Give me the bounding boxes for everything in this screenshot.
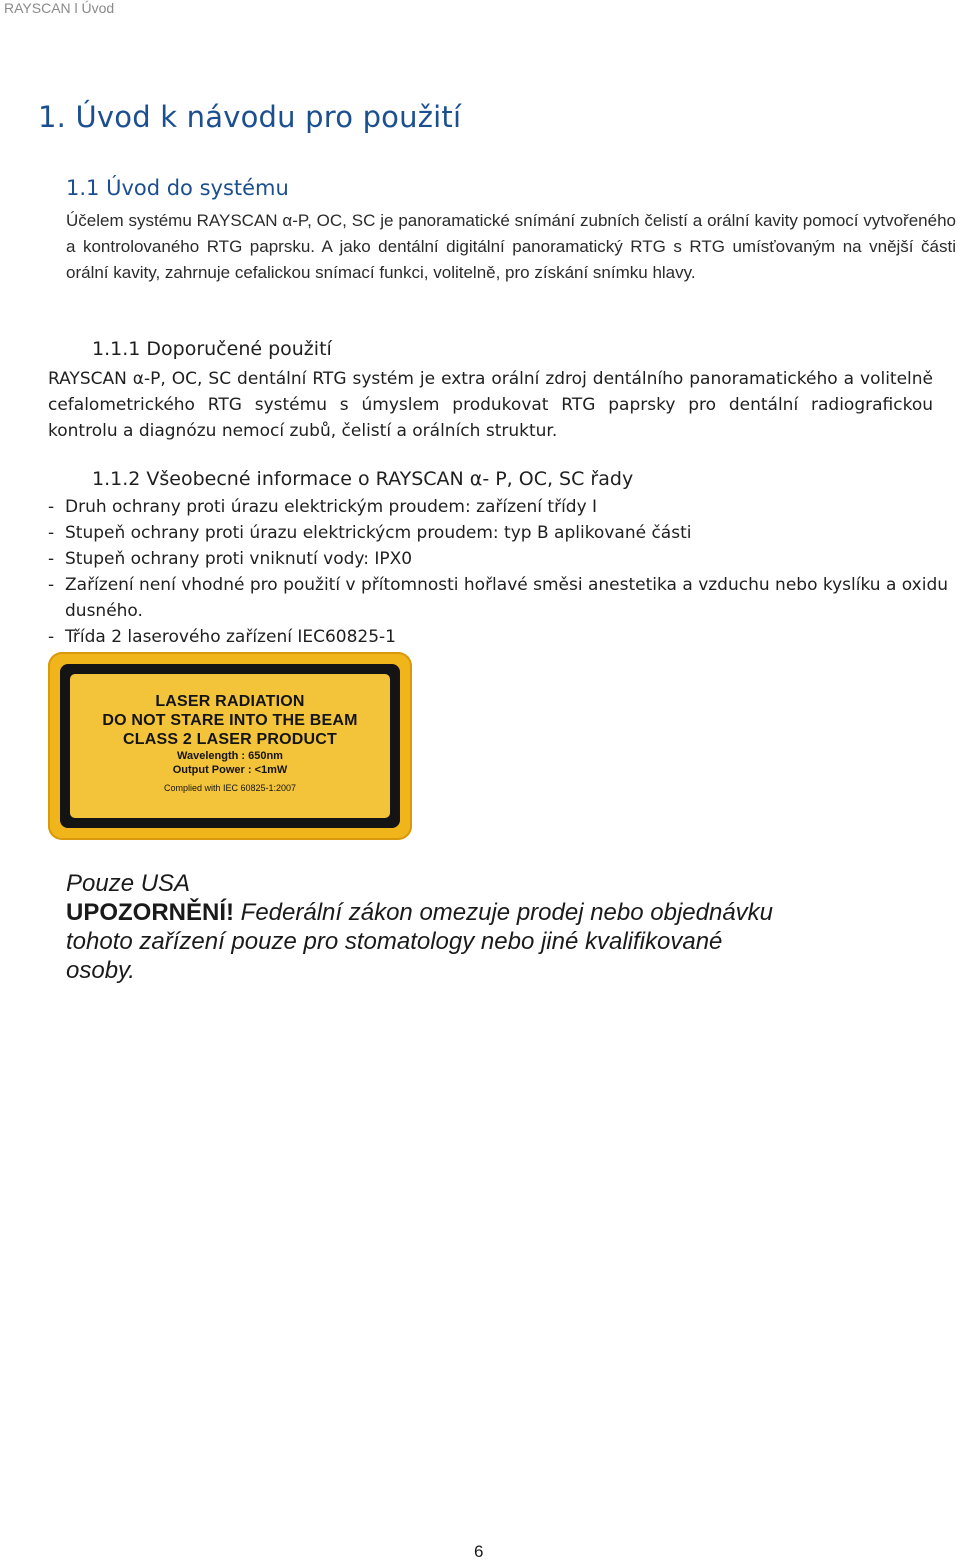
laser-label-wavelength: Wavelength : 650nm xyxy=(177,750,283,762)
list-item-text: Třída 2 laserového zařízení IEC60825-1 xyxy=(65,627,396,647)
section-1-heading: 1. Úvod k návodu pro použití xyxy=(38,100,462,134)
section-1-1-heading: 1.1 Úvod do systému xyxy=(66,176,289,200)
list-item xyxy=(48,572,960,624)
list-dash: - xyxy=(48,523,55,543)
laser-label-line: DO NOT STARE INTO THE BEAM xyxy=(102,712,358,729)
list-dash: - xyxy=(48,575,55,595)
general-info-list xyxy=(48,494,960,650)
laser-label-compliance: Complied with IEC 60825-1:2007 xyxy=(163,783,297,793)
laser-label-line: CLASS 2 LASER PRODUCT xyxy=(123,731,337,748)
laser-label-panel xyxy=(70,674,390,818)
list-item xyxy=(48,624,960,650)
intended-use-paragraph: RAYSCAN α-P, OC, SC dentální RTG systém je extra orální zdroj dentálního panoramatického a volitelně cefalometrického RTG systému s úmyslem produkovat RTG paprsky pro dentální radiografickou kontrolu a diagnózu nemocí zubů, čelistí a orálních struktur. xyxy=(48,369,933,441)
list-item xyxy=(48,546,960,572)
laser-label-power: Output Power : <1mW xyxy=(172,764,288,776)
laser-label-frame xyxy=(60,664,400,828)
running-header: RAYSCAN l Úvod xyxy=(4,0,115,16)
warning-label: UPOZORNĚNÍ! xyxy=(66,899,234,926)
section-1-1-1-heading: 1.1.1 Doporučené použití xyxy=(92,338,332,360)
section-1-1-2-heading: 1.1.2 Všeobecné informace o RAYSCAN α- P, OC, SC řady xyxy=(92,468,634,490)
list-item-text: Stupeň ochrany proti úrazu elektrickýcm proudem: typ B aplikované části xyxy=(65,523,692,543)
laser-label-line: LASER RADIATION xyxy=(155,693,305,710)
laser-warning-label xyxy=(48,652,412,840)
list-item-text: Zařízení není vhodné pro použití v přítomnosti hořlavé směsi anestetika a vzduchu nebo kyslíku a oxidu dusného. xyxy=(65,575,949,621)
page-number: 6 xyxy=(474,1542,484,1561)
list-item xyxy=(48,520,960,546)
usa-only-label: Pouze USA xyxy=(66,870,191,897)
list-dash: - xyxy=(48,497,55,517)
list-item-text: Stupeň ochrany proti vniknutí vody: IPX0 xyxy=(65,549,413,569)
warning-body: Federální zákon omezuje prodej nebo objednávku tohoto zařízení pouze pro stomatology nebo jiné kvalifikované osoby. xyxy=(66,899,774,984)
list-dash: - xyxy=(48,627,55,647)
list-dash: - xyxy=(48,549,55,569)
usa-warning-text xyxy=(66,898,786,985)
system-intro-paragraph: Účelem systému RAYSCAN α-P, OC, SC je panoramatické snímání zubních čelistí a orální kavity pomocí vytvořeného a kontrolovaného RTG paprsku. A jako dentální digitální panoramatický RTG s RTG umísťovaným na vnější části orální kavity, zahrnuje cefalickou snímací funkci, volitelně, pro získání snímku hlavy. xyxy=(66,211,956,282)
list-item xyxy=(48,494,960,520)
list-item-text: Druh ochrany proti úrazu elektrickým proudem: zařízení třídy I xyxy=(65,497,598,517)
usa-notice xyxy=(66,869,786,985)
